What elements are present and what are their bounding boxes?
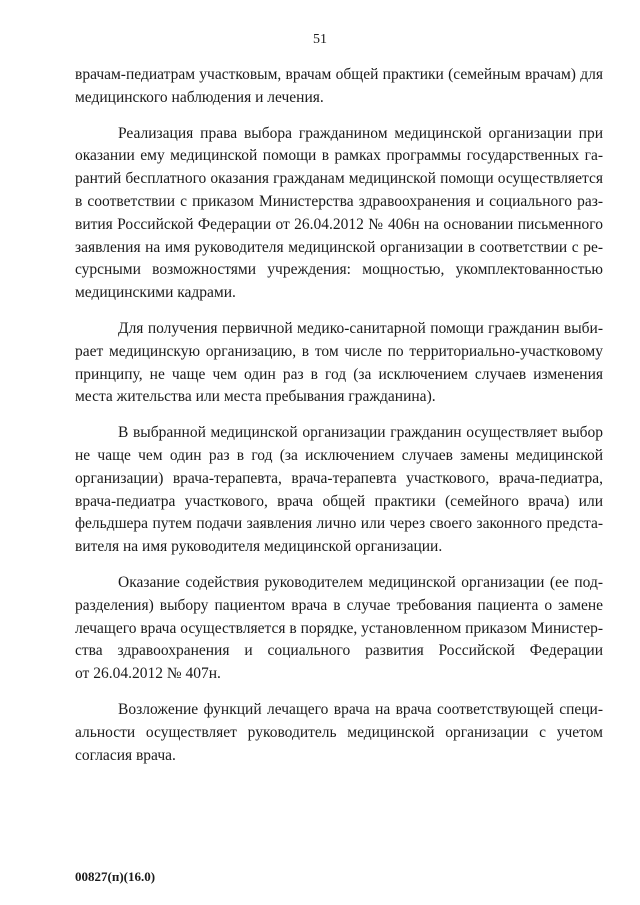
- paragraph: [75, 699, 603, 767]
- paragraph-gap: [75, 686, 603, 699]
- text-line: альности осуществляет руководитель медицинской организации с учетом: [75, 723, 603, 741]
- text-line: лечащего врача осуществляется в порядке, установленном приказом Министер-: [75, 619, 603, 637]
- text-line: В выбранной медицинской организации гражданин осуществляет выбор: [118, 424, 603, 442]
- document-body: [75, 64, 603, 767]
- text-line: заявления на имя руководителя медицинской организации в соответствии с ре-: [75, 238, 603, 256]
- text-line: вителя на имя руководителя медицинской организации.: [75, 538, 443, 556]
- paragraph: [75, 572, 603, 686]
- text-line: не чаще чем один раз в год (за исключением случаев замены медицинской: [75, 446, 603, 464]
- footer-code: 00827(п)(16.0): [75, 869, 156, 884]
- text-line: места жительства или места пребывания гражданина).: [75, 388, 436, 406]
- paragraph: [75, 64, 603, 110]
- paragraph: [75, 318, 603, 409]
- text-line: рантий бесплатного оказания гражданам медицинской помощи осуществляется: [75, 170, 603, 188]
- paragraph: [75, 422, 603, 559]
- text-line: разделения) выбору пациентом врача в случае требования пациента о замене: [75, 596, 603, 614]
- page-number: 51: [313, 32, 327, 47]
- text-line: сурсными возможностями учреждения: мощностью, укомплектованностью: [75, 261, 603, 279]
- text-line: в соответствии с приказом Министерства здравоохранения и социального раз-: [75, 192, 603, 210]
- text-line: медицинскими кадрами.: [75, 284, 236, 302]
- text-line: Возложение функций лечащего врача на врача соответствующей специ-: [118, 700, 603, 718]
- paragraph-gap: [75, 559, 603, 572]
- text-line: ства здравоохранения и социального развития Российской Федерации: [75, 642, 603, 660]
- text-line: врача-педиатра участкового, врача общей практики (семейного врача) или: [75, 492, 603, 510]
- text-line: организации) врача-терапевта, врача-терапевта участкового, врача-педиатра,: [75, 469, 603, 487]
- paragraph-gap: [75, 305, 603, 318]
- paragraph-gap: [75, 409, 603, 422]
- text-line: фельдшера путем подачи заявления лично или через своего законного предста-: [75, 515, 603, 533]
- text-line: согласия врача.: [75, 746, 176, 764]
- text-line: Реализация права выбора гражданином медицинской организации при: [118, 124, 603, 142]
- text-line: рает медицинскую организацию, в том числе по территориально-участковому: [75, 342, 603, 360]
- text-line: принципу, не чаще чем один раз в год (за исключением случаев изменения: [75, 365, 603, 383]
- text-line: Для получения первичной медико-санитарной помощи гражданин выби-: [118, 319, 603, 337]
- text-line: медицинского наблюдения и лечения.: [75, 88, 324, 106]
- text-line: врачам-педиатрам участковым, врачам общей практики (семейным врачам) для: [75, 66, 603, 83]
- text-line: оказании ему медицинской помощи в рамках программы государственных га-: [75, 147, 603, 165]
- text-line: от 26.04.2012 № 407н.: [75, 665, 221, 683]
- text-line: Оказание содействия руководителем медицинской организации (ее под-: [118, 573, 603, 591]
- paragraph-gap: [75, 110, 603, 123]
- text-line: вития Российской Федерации от 26.04.2012 № 406н на основании письменного: [75, 215, 603, 233]
- paragraph: [75, 123, 603, 305]
